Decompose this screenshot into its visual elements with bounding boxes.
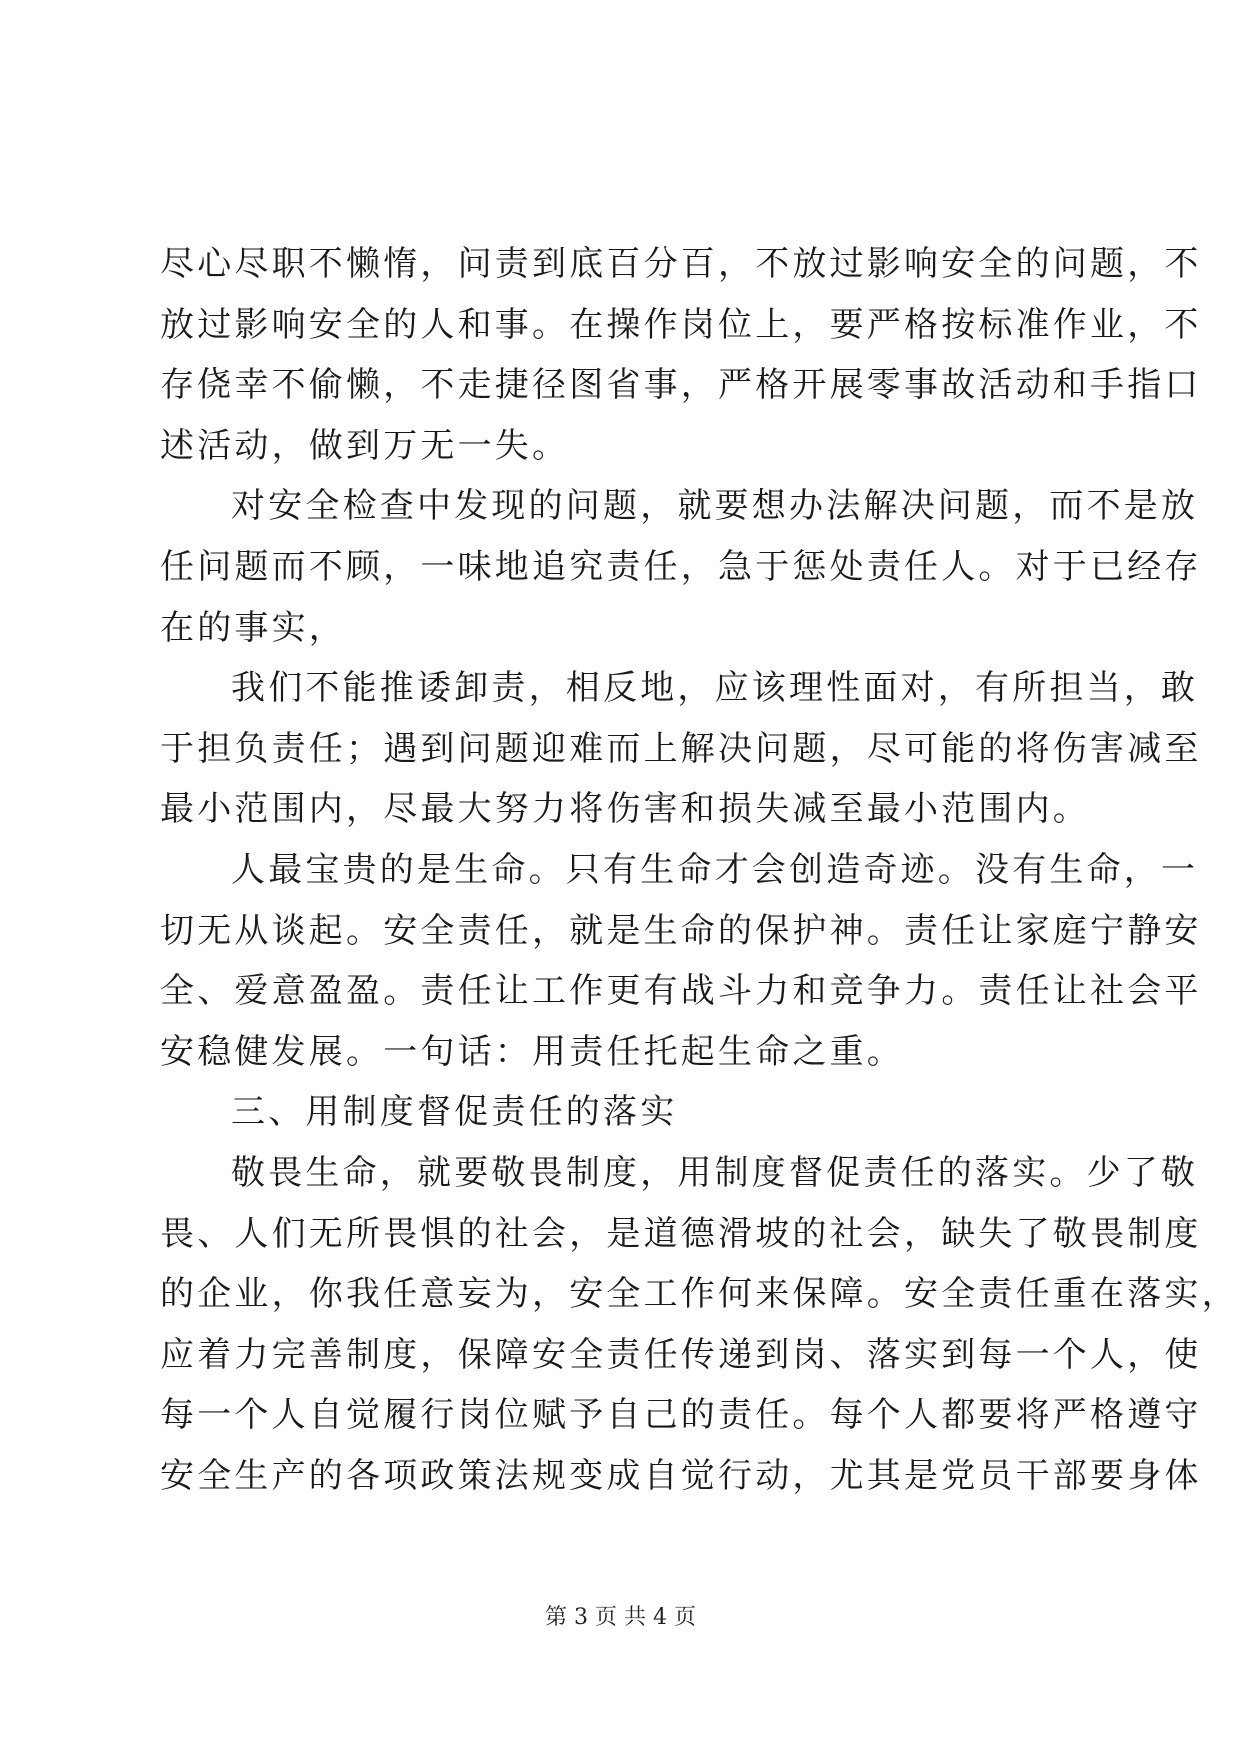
text-line: 尽心尽职不懒惰，问责到底百分百，不放过影响安全的问题，不 [160,244,1202,284]
paragraph-first-line: 人最宝贵的是生命。只有生命才会创造奇迹。没有生命，一 [231,849,1199,890]
text-line: 每一个人自觉履行岗位赋予自己的责任。每个人都要将严格遵守 [160,1395,1202,1436]
text-line: 放过影响安全的人和事。在操作岗位上，要严格按标准作业，不 [160,304,1202,345]
document-body [160,234,1239,1506]
text-line: 在的事实， [160,607,346,648]
text-line: 全、爱意盈盈。责任让工作更有战斗力和竞争力。责任让社会平 [160,971,1202,1012]
text-line: 任问题而不顾，一味地追究责任，急于惩处责任人。对于已经存 [160,546,1202,587]
text-line: 最小范围内，尽最大努力将伤害和损失减至最小范围内。 [160,789,1090,830]
text-line: 述活动，做到万无一失。 [160,425,570,466]
section-heading: 三、用制度督促责任的落实 [231,1092,678,1133]
text-line: 的企业，你我任意妄为，安全工作何来保障。安全责任重在落实， [160,1274,1239,1315]
text-line: 存侥幸不偷懒，不走捷径图省事，严格开展零事故活动和手指口 [160,365,1202,406]
paragraph-first-line: 对安全检查中发现的问题，就要想办法解决问题，而不是放 [231,486,1199,527]
text-line: 应着力完善制度，保障安全责任传递到岗、落实到每一个人，使 [160,1334,1202,1375]
paragraph-first-line: 敬畏生命，就要敬畏制度，用制度督促责任的落实。少了敬 [231,1152,1199,1193]
text-line: 安稳健发展。一句话：用责任托起生命之重。 [160,1031,904,1072]
text-line: 切无从谈起。安全责任，就是生命的保护神。责任让家庭宁静安 [160,910,1202,951]
text-line: 安全生产的各项政策法规变成自觉行动，尤其是党员干部要身体 [160,1455,1202,1496]
page-number-footer: 第 3 页 共 4 页 [545,1605,696,1630]
text-line: 畏、人们无所畏惧的社会，是道德滑坡的社会，缺失了敬畏制度 [160,1213,1202,1254]
paragraph-first-line: 我们不能推诿卸责，相反地，应该理性面对，有所担当，敢 [231,668,1199,709]
text-line: 于担负责任；遇到问题迎难而上解决问题，尽可能的将伤害减至 [160,728,1202,769]
